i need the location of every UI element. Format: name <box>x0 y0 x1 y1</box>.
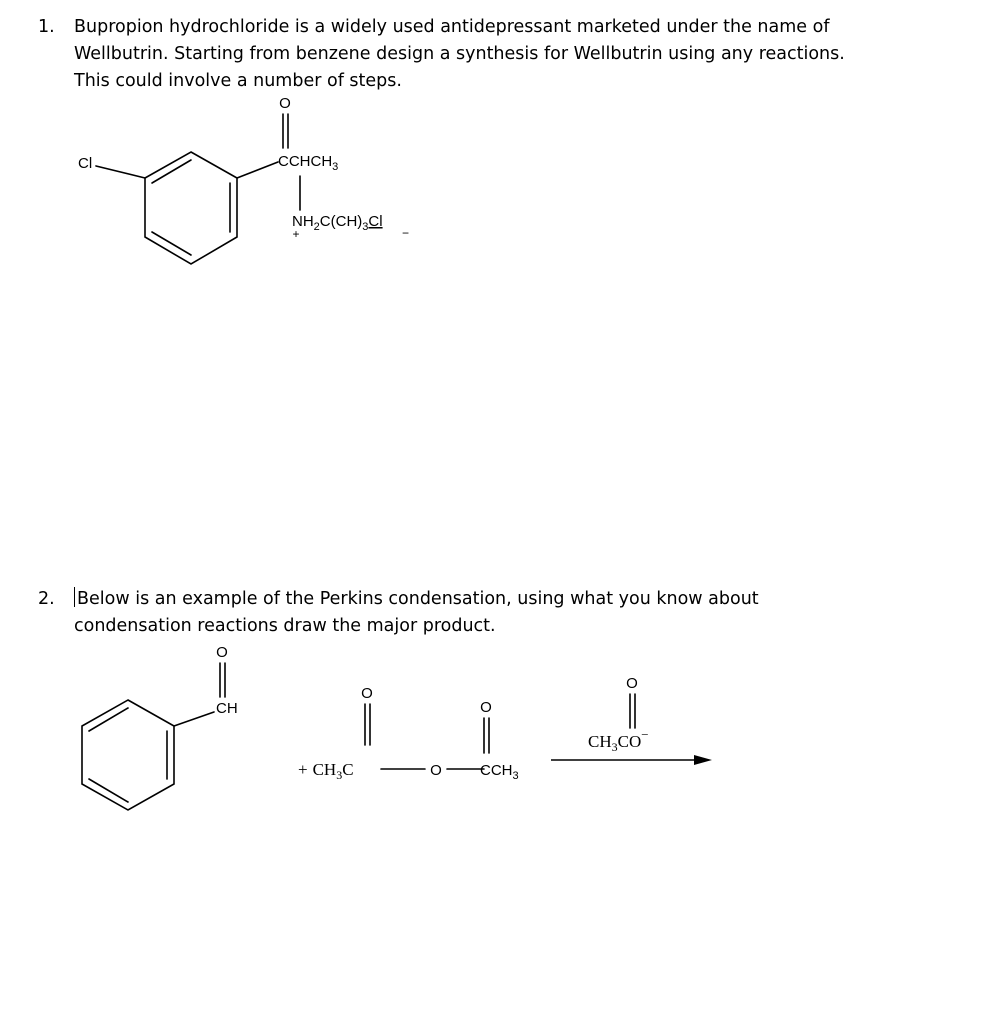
anhydride-bridge-oxygen: O <box>430 762 442 779</box>
structure-1-ketone-chain: $CCHCH_3$ <box>278 153 339 173</box>
question-1-number: 1. <box>38 17 55 37</box>
structure-1-acyl-bond <box>237 162 278 178</box>
anhydride-left-oxygen: O <box>361 685 373 702</box>
anhydride-right-oxygen: O <box>480 699 492 716</box>
question-1-line-1: Bupropion hydrochloride is a widely used antidepressant marketed under the name of <box>74 17 830 37</box>
structure-1-cl-bond <box>96 166 145 178</box>
chlorine-label: Cl <box>78 155 93 172</box>
benzaldehyde-oxygen: O <box>216 644 228 661</box>
benzaldehyde-carbonyl-double-bond <box>220 663 225 697</box>
catalyst-acetate-label: $CH_3CO^-$ <box>588 727 649 754</box>
anhydride-plus-ch3c: + $CH_3C$ <box>298 760 354 782</box>
structure-1-carbonyl-double-bond <box>283 114 288 148</box>
catalyst-carbonyl-double-bond <box>630 694 635 728</box>
structure-1-carbonyl-oxygen: O <box>279 95 291 112</box>
chloride-minus-charge: − <box>402 226 410 240</box>
benzaldehyde-ch-label: CH <box>216 700 238 717</box>
question-1-line-3: This could involve a number of steps. <box>74 71 402 91</box>
anhydride-right-carbonyl-double-bond <box>484 718 489 753</box>
amine-plus-charge: + <box>292 227 300 241</box>
question-2-number: 2. <box>38 589 55 609</box>
reaction-arrow <box>551 755 712 765</box>
benzaldehyde-acyl-bond <box>174 712 214 726</box>
question-1-line-2: Wellbutrin. Starting from benzene design a synthesis for Wellbutrin using any reactions. <box>74 44 845 64</box>
structure-1-benzene-ring <box>145 152 237 264</box>
structure-1-amine-group: $NH_2C(CH)_3Cl$ <box>292 213 383 233</box>
question-2-line-1-text: Below is an example of the Perkins condensation, using what you know about <box>77 589 759 609</box>
benzaldehyde-benzene-ring <box>82 700 174 810</box>
anhydride-right-acetyl: $CCH_3$ <box>480 762 519 782</box>
catalyst-oxygen: O <box>626 675 638 692</box>
anhydride-left-carbonyl-double-bond <box>365 704 370 745</box>
question-2-line-2: condensation reactions draw the major product. <box>74 616 496 636</box>
